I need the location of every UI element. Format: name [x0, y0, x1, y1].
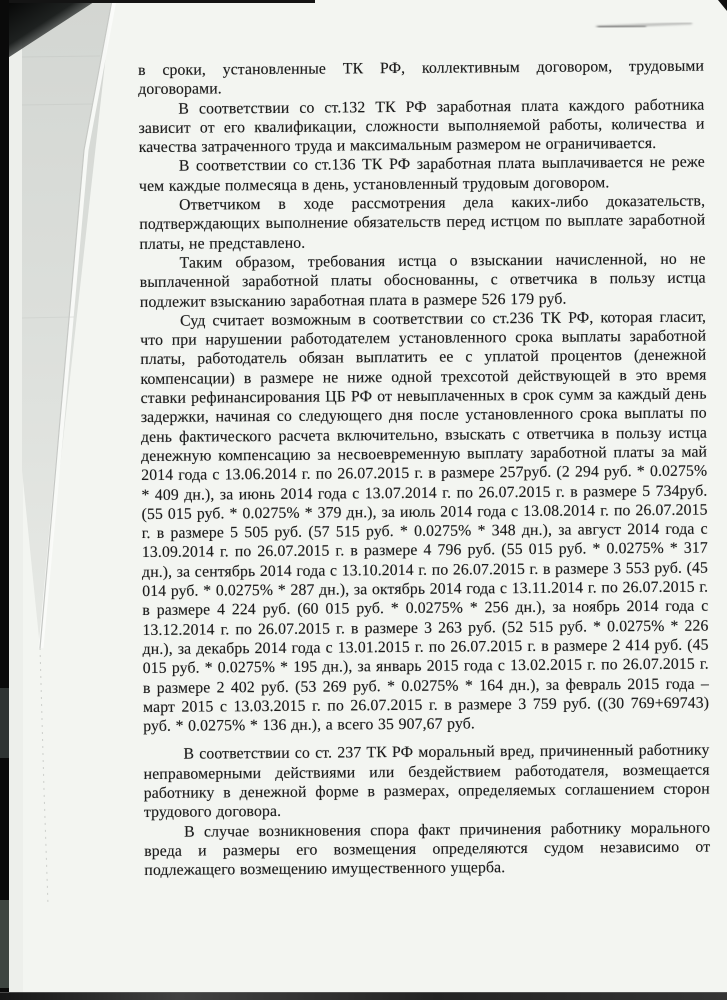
document-paragraph: в сроки, установленные ТК РФ, коллективным договором, трудовыми договорами.: [138, 57, 705, 99]
page-stack-shadow-wedge: [22, 0, 112, 648]
scanner-left-strip-patch: [0, 900, 9, 988]
scanner-bottom-band: [0, 992, 727, 1000]
document-section: [138, 57, 709, 737]
document-paragraph: В случае возникновения спора факт причинения работнику морального вреда и размеры его возмещения определяются судом независимо от подлежащего возмещению имущественного ущерба.: [144, 819, 711, 880]
scanner-bottom-band-highlight: [0, 992, 727, 993]
sheet-edge-line: [40, 0, 112, 648]
scanner-top-edge-line: [0, 0, 315, 3]
document-paragraph: В соответствии со ст.136 ТК РФ заработная плата выплачивается не реже чем каждые полмесяца в день, установленный трудовым договором.: [138, 154, 705, 195]
scanner-left-strip: [0, 0, 9, 1000]
smudge-mark-core: [598, 26, 646, 27]
document-paragraph: Суд считает возможным в соответствии со ст.236 ТК РФ, которая гласит, что при нарушении работодателем установленного срока выплаты заработной платы, работодатель обязан выплатить ее с уплатой процентов (денежной компенсации) в размере не ниже одной трехсотой действующей в это время ставки рефинансирования ЦБ РФ от невыплаченных в срок сумм за каждый день задержки, начиная со следующего дня после установленного срока выплаты по день фактического расчета включительно, взыскать с ответчика в пользу истца денежную компенсацию за несвоевременную выплату заработной платы за май 2014 года с 13.06.2014 г. по 26.07.2015 г. в размере 257руб. (2 294 руб. * 0.0275% * 409 дн.), за июнь 2014 года с 13.07.2014 г. по 26.07.2015 г. в размере 5 734руб. (55 015 руб. * 0.0275% * 379 дн.), за июль 2014 года с 13.08.2014 г. по 26.07.2015 г. в размере 5 505 руб. (57 515 руб. * 0.0275% * 348 дн.), за август 2014 года с 13.09.2014 г. по 26.07.2015 г. в размере 4 796 руб. (55 015 руб. * 0.0275% * 317 дн.), за сентябрь 2014 года с 13.10.2014 г. по 26.07.2015 г. в размере 3 553 руб. (45 014 руб. * 0.0275% * 287 дн.), за октябрь 2014 года с 13.11.2014 г. по 26.07.2015 г. в размере 4 224 руб. (60 015 руб. * 0.0275% * 256 дн.), за ноябрь 2014 года с 13.12.2014 г. по 26.07.2015 г. в размере 3 263 руб. (52 515 руб. * 0.0275% * 226 дн.), за декабрь 2014 года с 13.01.2015 г. по 26.07.2015 г. в размере 2 414 руб. (45 015 руб. * 0.0275% * 195 дн.), за январь 2015 года с 13.02.2015 г. по 26.07.2015 г. в размере 2 402 руб. (53 269 руб. * 0.0275% * 164 дн.), за февраль 2015 года – март 2015 с 13.03.2015 г. по 26.07.2015 г. в размере 3 759 руб. ((30 769+69743) руб. * 0.0275% * 136 дн.), а всего 35 907,67 руб.: [140, 308, 710, 736]
wedge-crease-line: [22, 56, 100, 57]
document-paragraph: В соответствии со ст.132 ТК РФ заработная плата каждого работника зависит от его квалификации, сложности выполняемой работы, количества и качества затраченного труда и максимальным размером не ограничивается.: [138, 96, 705, 157]
scanner-corner-tick: [718, 0, 727, 11]
document-paragraph: Таким образом, требования истца о взыскании начисленной, но не выплаченной заработной платы обоснованны, с ответчика в пользу истца подлежит взысканию заработная плата в размере 526 179 руб.: [139, 250, 706, 311]
scanner-bed-strip: [9, 0, 23, 1000]
scanner-corner-shadow: [0, 0, 97, 63]
document-paragraph: Ответчиком в ходе рассмотрения дела каких-либо доказательств, подтверждающих выполнение обязательств перед истцом по выплате заработной платы, не представлено.: [139, 192, 706, 253]
document-paragraph: В соответствии со ст. 237 ТК РФ моральный вред, причиненный работнику неправомерными действиями или бездействием работодателя, возмещается работнику в денежной форме в размерах, определяемых соглашением сторон трудового договора.: [143, 741, 710, 822]
wedge-crease-line: [22, 104, 92, 105]
scanner-left-strip-patch: [0, 688, 9, 758]
document-text: [138, 57, 710, 881]
wedge-crease-line: [22, 317, 74, 318]
page-edge-faint-line: [40, 648, 48, 905]
sheet-edge-highlight: [41, 0, 114, 648]
document-section: [143, 741, 710, 881]
smudge-mark: [596, 23, 692, 27]
